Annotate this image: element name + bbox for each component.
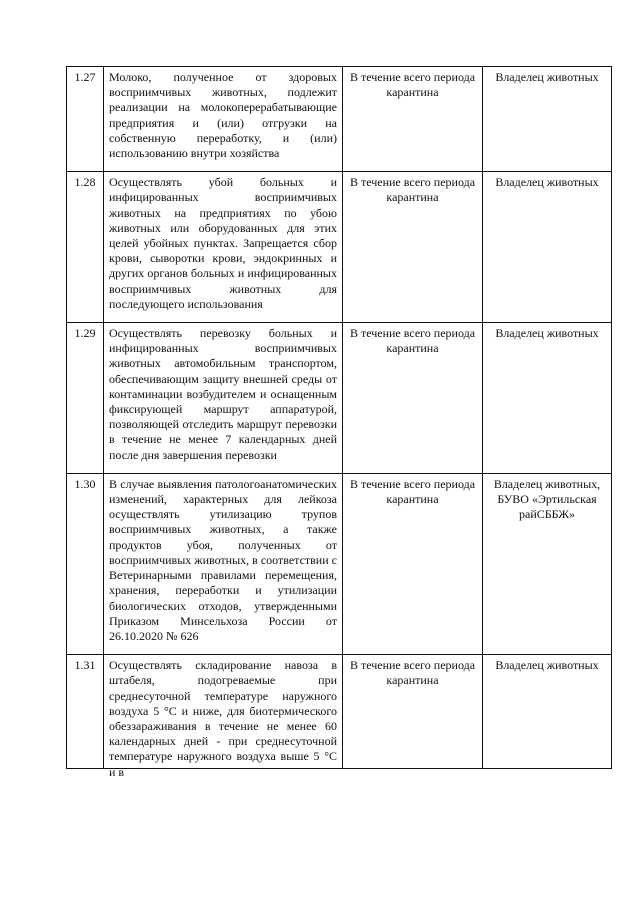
row-number: 1.31 bbox=[67, 655, 104, 769]
measure-term: В течение всего периода карантина bbox=[343, 655, 483, 769]
measure-term: В течение всего периода карантина bbox=[343, 172, 483, 323]
row-number: 1.28 bbox=[67, 172, 104, 323]
table-row bbox=[67, 323, 612, 474]
measure-description: Осуществлять перевозку больных и инфицированных восприимчивых животных автомобильным транспортом, обеспечивающим защиту внешней среды от контаминации возбудителем и оснащенным фиксирующей маршрут аппаратурой, позволяющей отследить маршрут перевозки в течение не менее 7 календарных дней после дня завершения перевозки bbox=[104, 323, 343, 474]
measure-term: В течение всего периода карантина bbox=[343, 473, 483, 654]
measure-term: В течение всего периода карантина bbox=[343, 323, 483, 474]
responsible-party: Владелец животных bbox=[483, 172, 612, 323]
measure-term: В течение всего периода карантина bbox=[343, 67, 483, 172]
row-number: 1.30 bbox=[67, 473, 104, 654]
measures-table bbox=[66, 66, 612, 779]
responsible-party: Владелец животных bbox=[483, 323, 612, 474]
table-row bbox=[67, 172, 612, 323]
table-row bbox=[67, 67, 612, 172]
row-number: 1.29 bbox=[67, 323, 104, 474]
measure-description-cut bbox=[104, 655, 343, 779]
measure-description: Молоко, полученное от здоровых восприимчивых животных, подлежит реализации на молокоперерабатывающие предприятия и (или) отгрузки на собственную переработку, и (или) использованию внутри хозяйства bbox=[104, 67, 343, 172]
measure-description: В случае выявления патологоанатомических изменений, характерных для лейкоза осуществлять утилизацию трупов восприимчивых животных, а также продуктов убоя, полученных от восприимчивых животных, в соответствии с Ветеринарными правилами перемещения, хранения, переработки и утилизации биологических отходов, утвержденными Приказом Минсельхоза России от 26.10.2020 № 626 bbox=[104, 473, 343, 654]
measure-description: Осуществлять складирование навоза в штабеля, подогреваемые при среднесуточной температуре наружного воздуха 5 °С и ниже, для биотермического обеззараживания в течение не менее 60 календарных дней - при среднесуточной температуре наружного воздуха выше 5 °С и в bbox=[109, 658, 337, 779]
responsible-party: Владелец животных bbox=[483, 67, 612, 172]
table-row bbox=[67, 655, 612, 769]
responsible-party: Владелец животных bbox=[483, 655, 612, 769]
row-number: 1.27 bbox=[67, 67, 104, 172]
table-row bbox=[67, 473, 612, 654]
responsible-party: Владелец животных, БУВО «Эртильская райСББЖ» bbox=[483, 473, 612, 654]
measure-description: Осуществлять убой больных и инфицированных восприимчивых животных на предприятиях по убою животных или оборудованных для этих целей убойных пунктах. Запрещается сбор крови, сыворотки крови, эндокринных и других органов больных и инфицированных восприимчивых животных для последующего использования bbox=[104, 172, 343, 323]
